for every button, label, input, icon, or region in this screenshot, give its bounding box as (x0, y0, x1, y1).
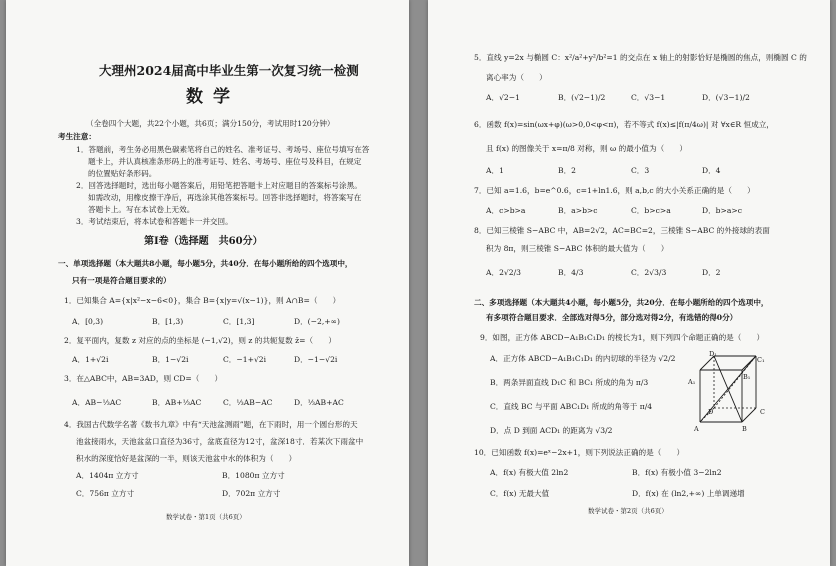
question-9-option-d: D．点 D 到面 ACD₁ 的距离为 √3/2 (490, 426, 613, 435)
figure-label: A₁ (688, 378, 696, 386)
question-5-option-c: C．√3−1 (631, 93, 666, 102)
figure-label: C (760, 408, 765, 416)
question-1-option-d: D．(−2,+∞) (294, 317, 340, 326)
question-5-option-b: B．(√2−1)/2 (558, 93, 606, 102)
question-2-option-a: A．1+√2i (72, 355, 109, 364)
question-1-option-b: B．[1,3) (152, 317, 184, 326)
section1-header: 只有一项是符合题目要求的） (72, 276, 171, 285)
exam-page-1 (6, 0, 409, 566)
figure-label: B (742, 425, 747, 433)
question-1-option-c: C．[1,3] (223, 317, 255, 326)
question-7-line: 7．已知 a=1.6，b=e^0.6，c=1+ln1.6，则 a,b,c 的大小关系正确的是（ ） (474, 186, 755, 195)
question-2-option-d: D．−1−√2i (294, 355, 338, 364)
question-4-line: 积水的深度恰好是盆深的一半，则该天池盆中水的体积为（ ） (76, 454, 297, 463)
question-2-stem: 2．复平面内，复数 z 对应的点的坐标是 (−1,√2)，则 z 的共轭复数 z̄=（ ） (64, 336, 336, 345)
question-7-option-a: A．c>b>a (486, 206, 526, 215)
note-line: 2．回答选择题时，选出每小题答案后，用铅笔把答题卡上对应题目的答案标号涂黑。 (76, 181, 362, 190)
exam-title: 大理州2024届高中毕业生第一次复习统一检测 (99, 63, 359, 78)
question-3-option-b: B．AB+⅓AC (152, 398, 202, 407)
page-footer: 数学试卷・第1页（共6页） (166, 513, 246, 521)
question-4-line: 4．我国古代数学名著《数书九章》中有“天池盆测雨”题，在下雨时，用一个圆台形的天 (64, 420, 358, 429)
note-line: 如需改动，用橡皮擦干净后，再选涂其他答案标号。回答非选择题时，将答案写在 (88, 193, 362, 202)
question-9-line: 9．如图，正方体 ABCD−A₁B₁C₁D₁ 的棱长为1，则下列四个命题正确的是（ ） (480, 333, 765, 342)
subject-title: 数学 (186, 87, 240, 107)
figure-label: C₁ (757, 356, 765, 364)
question-7-option-c: C．b>c>a (631, 206, 671, 215)
question-7-option-d: D．b>a>c (702, 206, 743, 215)
question-8-option-d: D．2 (702, 268, 721, 277)
note-line: 答题卡上。写在本试卷上无效。 (88, 205, 195, 214)
question-8-line: 8．已知三棱锥 S−ABC 中，AB=2√2，AC=BC=2，三棱锥 S−ABC 的外接球的表面 (474, 226, 770, 235)
question-2-option-c: C．−1+√2i (223, 355, 267, 364)
question-6-line: 6．函数 f(x)=sin(ωx+φ)(ω>0,0<φ<π)，若不等式 f(x)≤|f(π/4ω)| 对 ∀x∈R 恒成立， (474, 120, 774, 129)
question-1-stem: 1．已知集合 A={x|x²−x−6<0}，集合 B={x|y=√(x−1)}，则 A∩B=（ ） (64, 296, 341, 305)
question-6-option-b: B．2 (558, 166, 577, 175)
figure-label: D (708, 408, 714, 416)
question-9-option-a: A．正方体 ABCD−A₁B₁C₁D₁ 的内切球的半径为 √2/2 (490, 354, 676, 363)
question-1-option-a: A．[0,3) (72, 317, 104, 326)
question-5-line: 5．直线 y=2x 与椭圆 C：x²/a²+y²/b²=1 的交点在 x 轴上的射影恰好是椭圆的焦点，则椭圆 C 的 (474, 53, 807, 62)
question-9-option-b: B．两条异面直线 D₁C 和 BC₁ 所成的角为 π/3 (490, 378, 649, 387)
question-8-option-b: B．4/3 (558, 268, 584, 277)
question-4-option-d: D．702π 立方寸 (222, 489, 281, 498)
question-8-option-a: A．2√2/3 (486, 268, 521, 277)
question-3-option-c: C．⅓AB−AC (223, 398, 273, 407)
part1-title: 第Ⅰ卷（选择题 共60分） (144, 236, 263, 247)
question-10-option-d: D．f(x) 在 (ln2,+∞) 上单调递增 (632, 489, 745, 498)
question-3-stem: 3．在△ABC中，AB=3AD，则 CD=（ ） (64, 374, 223, 383)
section2-header: 有多项符合题目要求．全部选对得5分，部分选对得2分，有选错的得0分） (486, 313, 738, 322)
question-10-line: 10．已知函数 f(x)=eˣ−2x+1，则下列说法正确的是（ ） (474, 448, 685, 457)
question-4-option-b: B．1080π 立方寸 (222, 471, 285, 480)
question-6-option-d: D．4 (702, 166, 721, 175)
question-4-line: 池盆接雨水，天池盆盆口直径为36寸，盆底直径为12寸，盆深18寸．若某次下雨盆中 (76, 437, 364, 446)
question-9-option-c: C．直线 BC 与平面 ABC₁D₁ 所成的角等于 π/4 (490, 402, 653, 411)
page-footer: 数学试卷・第2页（共6页） (588, 507, 668, 515)
question-10-option-c: C．f(x) 无最大值 (490, 489, 550, 498)
figure-label: A (694, 425, 699, 433)
question-8-line: 积为 8π，则三棱锥 S−ABC 体积的最大值为（ ） (486, 244, 669, 253)
question-6-option-c: C．3 (631, 166, 650, 175)
notice-heading: 考生注意： (58, 132, 96, 141)
question-8-option-c: C．2√3/3 (631, 268, 667, 277)
note-line: 的位置贴好条形码。 (88, 169, 157, 178)
question-2-option-b: B．1−√2i (152, 355, 189, 364)
exam-instructions: （全卷四个大题，共22个小题，共6页；满分150分，考试用时120分钟） (86, 119, 335, 128)
question-6-option-a: A．1 (486, 166, 504, 175)
question-5-line: 离心率为（ ） (486, 73, 547, 82)
exam-page-2 (428, 0, 830, 566)
question-4-option-c: C．756π 立方寸 (76, 489, 135, 498)
figure-label: B₁ (743, 373, 751, 381)
question-7-option-b: B．a>b>c (558, 206, 598, 215)
question-6-line: 且 f(x) 的图像关于 x=π/8 对称，则 ω 的最小值为（ ） (486, 144, 687, 153)
note-line: 题卡上，并认真核准条形码上的准考证号、姓名、考场号、座位号及科目，在规定 (88, 157, 362, 166)
note-line: 1．答题前，考生务必用黑色碳素笔将自己的姓名、准考证号、考场号、座位号填写在答 (76, 145, 370, 154)
question-3-option-d: D．⅓AB+AC (294, 398, 344, 407)
question-10-option-b: B．f(x) 有极小值 3−2ln2 (632, 468, 722, 477)
figure-label: D₁ (709, 350, 717, 358)
note-line: 3．考试结束后，将本试卷和答题卡一并交回。 (76, 217, 233, 226)
question-10-option-a: A．f(x) 有极大值 2ln2 (490, 468, 569, 477)
question-5-option-a: A．√2−1 (486, 93, 520, 102)
question-5-option-d: D．(√3−1)/2 (702, 93, 750, 102)
section1-header: 一、单项选择题（本大题共8小题，每小题5分，共40分．在每小题所给的四个选项中， (58, 259, 353, 268)
question-3-option-a: A．AB−⅓AC (72, 398, 122, 407)
question-4-option-a: A．1404π 立方寸 (76, 471, 139, 480)
section2-header: 二、多项选择题（本大题共4小题，每小题5分，共20分．在每小题所给的四个选项中， (474, 298, 769, 307)
